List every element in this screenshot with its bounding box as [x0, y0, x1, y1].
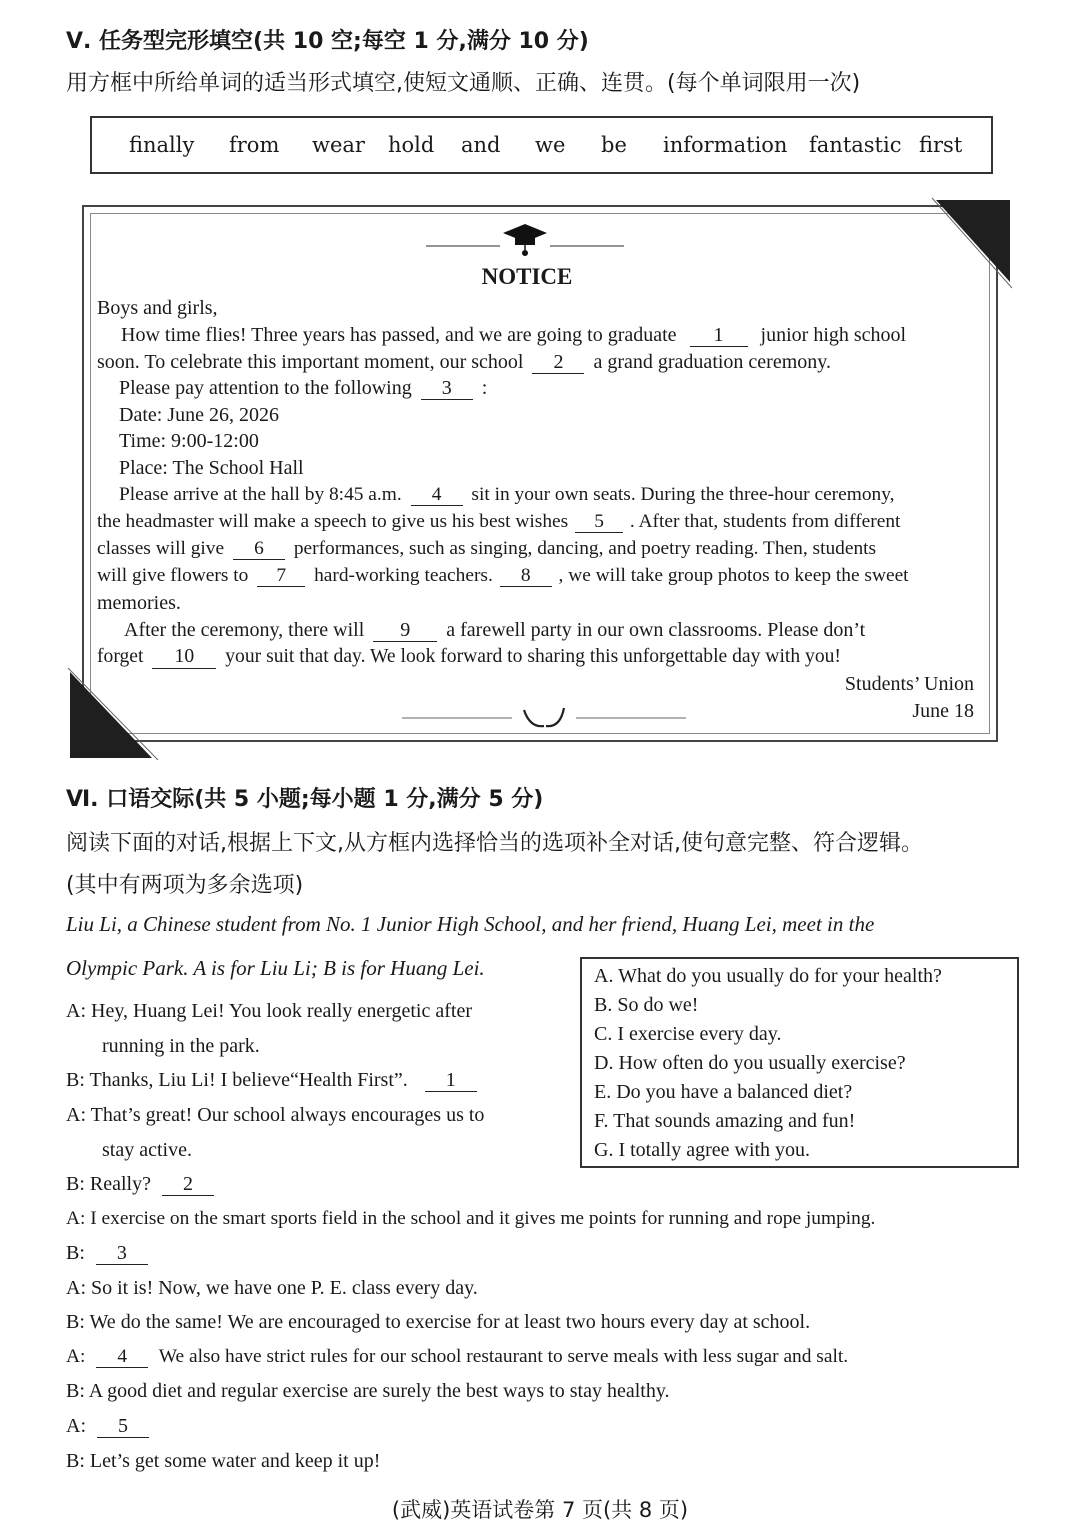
notice-text: hard-working teachers. — [314, 565, 493, 586]
word-and: and — [461, 133, 501, 157]
section6-instruction-note: (其中有两项为多余选项) — [66, 873, 304, 898]
notice-date: Date: June 26, 2026 — [119, 404, 279, 426]
word-finally: finally — [129, 133, 195, 157]
dialogue-text: We also have strict rules for our school restaurant to serve meals with less sugar and salt. — [158, 1346, 849, 1367]
page-footer: (武威)英语试卷第 7 页(共 8 页) — [391, 1498, 689, 1522]
blank-7[interactable]: 7 — [257, 566, 305, 587]
dialogue-line-3: A: That’s great! Our school always encourages us to — [66, 1104, 485, 1126]
dialogue-line-2 — [66, 1069, 477, 1092]
dialogue-text: B: Thanks, Liu Li! I believe“Health First”. — [66, 1069, 408, 1091]
dialogue-line-1: A: Hey, Huang Lei! You look really energetic after — [66, 1000, 472, 1022]
word-from: from — [229, 133, 280, 157]
dialogue-line-3-cont: stay active. — [102, 1139, 192, 1161]
dialogue-line-10: B: A good diet and regular exercise are surely the best ways to stay healthy. — [66, 1380, 670, 1402]
notice-text: the headmaster will make a speech to give us his best wishes — [97, 511, 569, 532]
blank-2[interactable]: 2 — [532, 352, 584, 374]
dialogue-line-11 — [66, 1415, 149, 1438]
dialogue-text: A: — [66, 1346, 86, 1367]
dialogue-line-1-cont: running in the park. — [102, 1035, 260, 1057]
option-c: C. I exercise every day. — [594, 1023, 782, 1045]
notice-signature: Students’ Union — [844, 673, 974, 695]
blank-3[interactable]: 3 — [421, 378, 473, 400]
notice-line-7 — [97, 565, 909, 587]
notice-place: Place: The School Hall — [119, 457, 304, 479]
dialogue-text: B: — [66, 1242, 85, 1264]
dialogue-line-4 — [66, 1173, 214, 1196]
notice-text: sit in your own seats. During the three-hour ceremony, — [471, 484, 895, 505]
blank-1[interactable]: 1 — [690, 325, 748, 347]
section5-title: Ⅴ. 任务型完形填空(共 10 空;每空 1 分,满分 10 分) — [66, 29, 589, 54]
option-f: F. That sounds amazing and fun! — [594, 1110, 856, 1132]
notice-time: Time: 9:00-12:00 — [119, 430, 259, 452]
dialogue-line-7: A: So it is! Now, we have one P. E. class every day. — [66, 1277, 478, 1299]
notice-line-3 — [119, 377, 487, 400]
dialogue-blank-4[interactable]: 4 — [96, 1347, 148, 1368]
section6-title: Ⅵ. 口语交际(共 5 小题;每小题 1 分,满分 5 分) — [66, 787, 544, 812]
blank-5[interactable]: 5 — [575, 512, 623, 533]
notice-text: classes will give — [97, 538, 225, 559]
word-information: information — [663, 133, 788, 157]
word-first: first — [919, 133, 963, 157]
notice-line-1 — [121, 324, 906, 347]
notice-text: a farewell party in our own classrooms. Please don’t — [446, 619, 866, 641]
blank-9[interactable]: 9 — [373, 620, 437, 642]
dialogue-line-6 — [66, 1242, 148, 1265]
notice-line-5 — [97, 511, 900, 533]
blank-4[interactable]: 4 — [411, 485, 463, 506]
notice-line-9 — [124, 619, 865, 642]
notice-text: your suit that day. We look forward to sharing this unforgettable day with you! — [225, 646, 841, 667]
blank-6[interactable]: 6 — [233, 539, 285, 560]
notice-title: NOTICE — [481, 264, 573, 289]
notice-text: , we will take group photos to keep the sweet — [558, 565, 909, 586]
blank-10[interactable]: 10 — [152, 647, 216, 669]
option-e: E. Do you have a balanced diet? — [594, 1081, 853, 1103]
notice-text: : — [481, 377, 488, 399]
dialogue-blank-5[interactable]: 5 — [97, 1416, 149, 1438]
dialogue-line-12: B: Let’s get some water and keep it up! — [66, 1450, 381, 1472]
notice-line-6 — [97, 538, 876, 560]
dialogue-line-8: B: We do the same! We are encouraged to exercise for at least two hours every day at school. — [66, 1311, 811, 1333]
blank-8[interactable]: 8 — [500, 566, 552, 587]
dialogue-blank-3[interactable]: 3 — [96, 1243, 148, 1265]
dialogue-line-5: A: I exercise on the smart sports field in the school and it gives me points for running and rope jumping. — [66, 1208, 876, 1229]
word-box — [90, 116, 993, 174]
option-b: B. So do we! — [594, 994, 699, 1016]
dialogue-text: B: Really? — [66, 1173, 151, 1195]
notice-line-2 — [97, 351, 831, 374]
option-d: D. How often do you usually exercise? — [594, 1052, 906, 1074]
notice-greeting: Boys and girls, — [97, 297, 218, 319]
word-hold: hold — [388, 133, 435, 157]
option-a: A. What do you usually do for your health? — [594, 965, 942, 987]
notice-text: . After that, students from different — [629, 511, 901, 532]
dialogue-line-9 — [66, 1346, 848, 1368]
notice-text: will give flowers to — [97, 565, 249, 586]
notice-text: Please arrive at the hall by 8:45 a.m. — [119, 484, 402, 505]
notice-line-4 — [119, 484, 895, 506]
word-be: be — [601, 133, 627, 157]
dialogue-intro-line-1: Liu Li, a Chinese student from No. 1 Junior High School, and her friend, Huang Lei, meet in the — [66, 912, 875, 936]
dialogue-text: A: — [66, 1415, 86, 1437]
section5-instruction: 用方框中所给单词的适当形式填空,使短文通顺、正确、连贯。(每个单词限用一次) — [66, 71, 861, 96]
notice-text: Please pay attention to the following — [119, 377, 412, 399]
notice-text: How time flies! Three years has passed, and we are going to graduate — [121, 324, 677, 346]
corner-ornament-bottom-left — [66, 664, 162, 762]
word-we: we — [535, 133, 566, 157]
dialogue-blank-2[interactable]: 2 — [162, 1174, 214, 1196]
notice-text: a grand graduation ceremony. — [593, 351, 831, 373]
dialogue-intro-line-2: Olympic Park. A is for Liu Li; B is for Huang Lei. — [66, 956, 485, 980]
notice-text: forget — [97, 646, 144, 667]
graduation-cap-icon — [424, 222, 626, 260]
notice-text: soon. To celebrate this important moment, our school — [97, 351, 524, 373]
notice-text: After the ceremony, there will — [124, 619, 365, 641]
notice-line-10 — [97, 646, 841, 669]
options-box — [580, 957, 1019, 1168]
notice-text: performances, such as singing, dancing, and poetry reading. Then, students — [293, 538, 877, 559]
word-fantastic: fantastic — [809, 133, 902, 157]
notice-line-8: memories. — [97, 592, 181, 614]
flourish-ornament-icon — [400, 704, 688, 734]
option-g: G. I totally agree with you. — [594, 1139, 811, 1161]
section6-instruction: 阅读下面的对话,根据上下文,从方框内选择恰当的选项补全对话,使句意完整、符合逻辑。 — [66, 831, 923, 856]
word-wear: wear — [312, 133, 365, 157]
notice-date-signed: June 18 — [912, 700, 974, 722]
notice-text: junior high school — [760, 324, 907, 346]
dialogue-blank-1[interactable]: 1 — [425, 1070, 477, 1092]
